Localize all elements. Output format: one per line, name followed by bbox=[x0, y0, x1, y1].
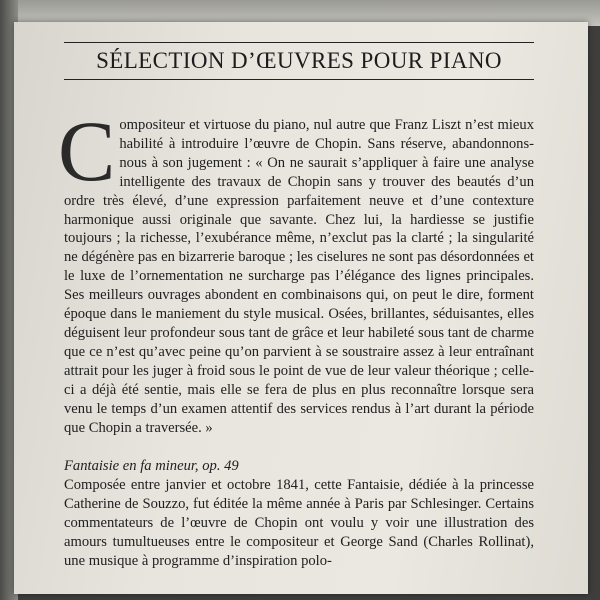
booklet-page bbox=[14, 22, 588, 594]
work-title: Fantaisie en fa mineur, op. 49 bbox=[64, 458, 239, 475]
intro-text: ompositeur et virtuose du piano, nul autre que Franz Liszt n’est mieux habilité à introduire l’œuvre de Chopin. Sans réserve, abandonnons-nous à son jugement : « On ne saurait s’appliquer à faire une analyse intelligente des travaux de Chopin sans y trouver des beautés d’un ordre très élevé, d’une expression parfaitement neuve et d’une contexture harmonique aussi originale que savante. Chez lui, la hardiesse se justifie toujours ; la richesse, l’exubérance même, n’exclut pas la clarté ; la singularité ne dégénère pas en bizarrerie baroque ; les ciselures ne sont pas désordonnées et le luxe de l’ornementation ne surcharge pas l’élégance des lignes principales. Ses meilleurs ouvrages abondent en combinaisons qui, on peut le dire, forment époque dans le maniement du style musical. Osées, brillantes, séduisantes, elles déguisent leur profondeur sous tant de grâce et leur habileté sous tant de charme que ce n’est qu’avec peine qu’on parvient à se soustraire assez à leur entraînant attrait pour les juger à froid sous le point de vue de leur valeur théorique ; celle-ci a déjà été sentie, mais elle se fera de plus en plus reconnaître lorsque sera venu le temps d’un examen attentif des services rendus à l’art durant la période que Chopin a traversée. » bbox=[64, 117, 534, 436]
intro-paragraph bbox=[58, 103, 534, 437]
page-content bbox=[58, 42, 534, 571]
work-description: Composée entre janvier et octobre 1841, cette Fantaisie, dédiée à la princesse Catherine de Souzzo, fut éditée la même année à Paris par Schlesinger. Certains commentateurs de l’œuvre de Chopin ont voulu y voir une illustration des amours tumultueuses entre le compositeur et George Sand (Charles Rollinat), une musique à programme d’inspiration polo- bbox=[64, 477, 534, 570]
heading-rule-bottom bbox=[64, 79, 534, 80]
drop-cap: C bbox=[58, 103, 116, 199]
section-heading: SÉLECTION D’ŒUVRES POUR PIANO bbox=[96, 48, 502, 73]
